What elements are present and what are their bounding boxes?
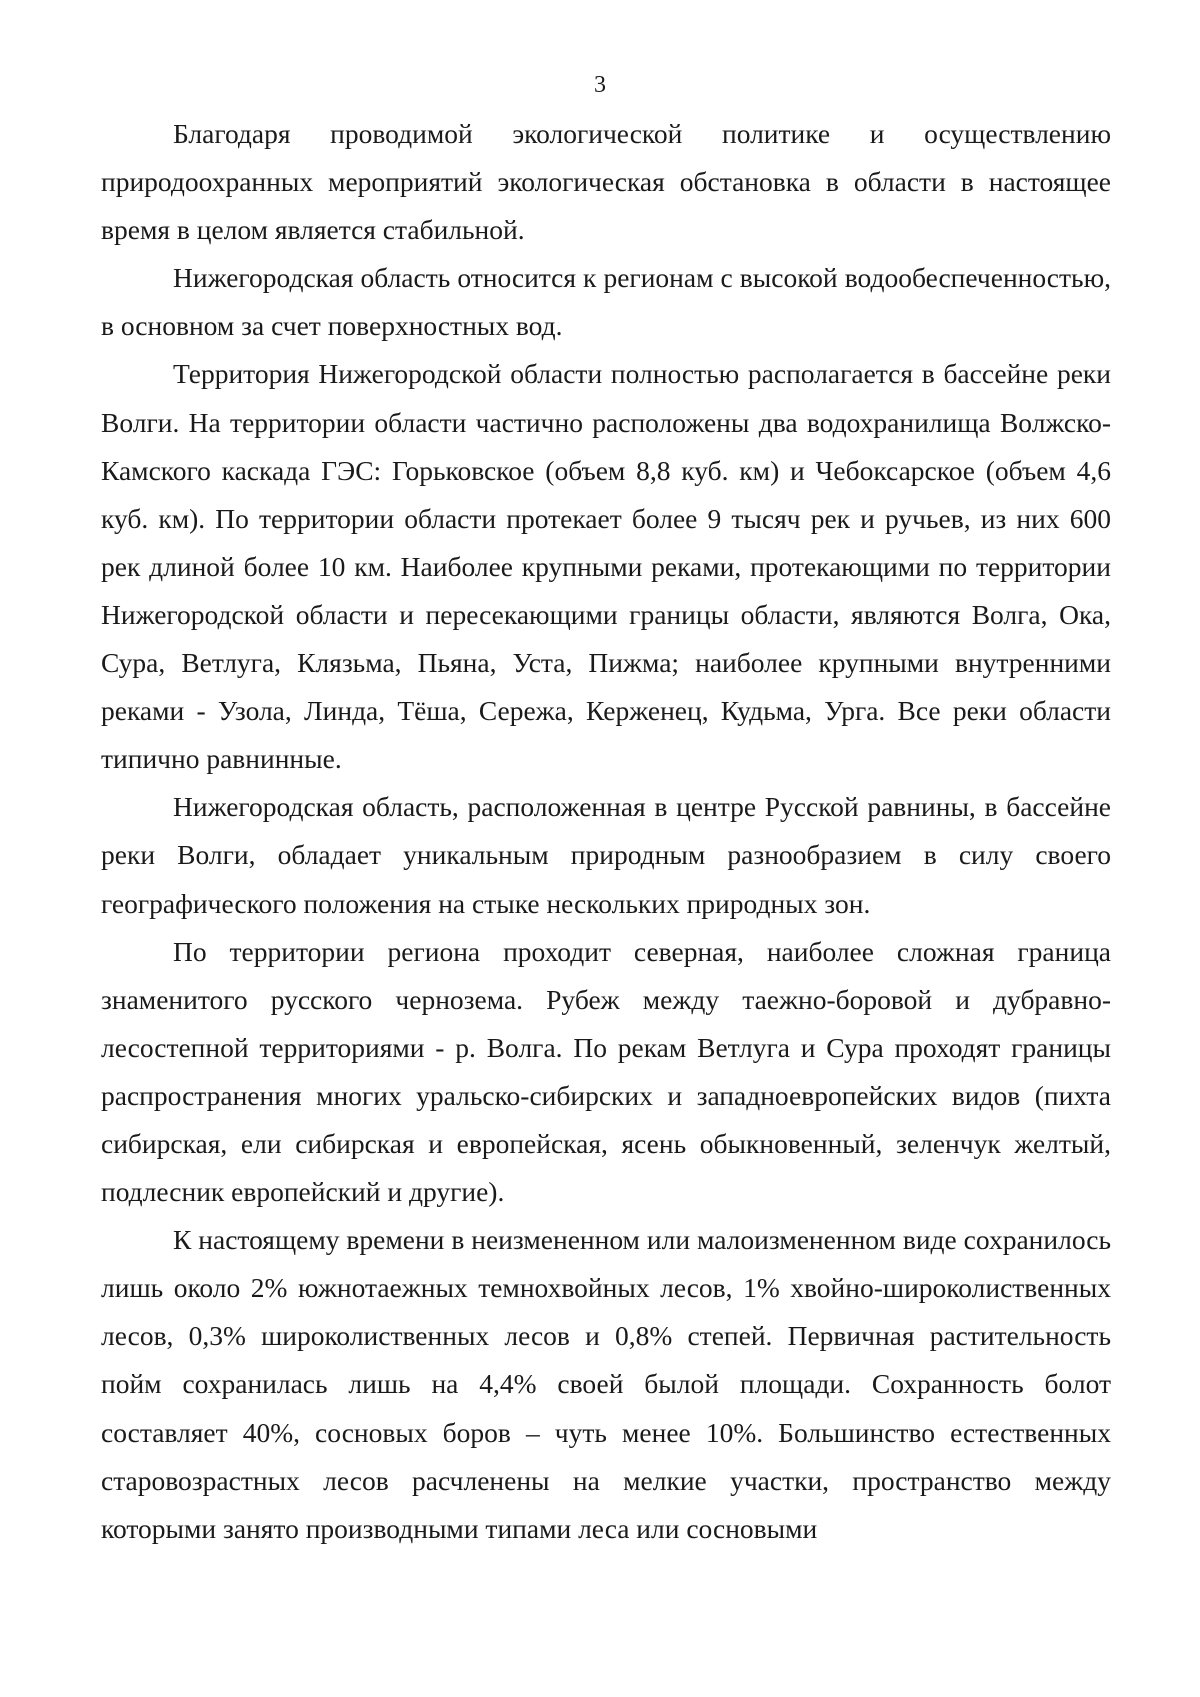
paragraph-3: Территория Нижегородской области полностью располагается в бассейне реки Волги. На территории области частично расположены два водохранилища Волжско-Камского каскада ГЭС: Горьковское (объем 8,8 куб. км) и Чебоксарское (объем 4,6 куб. км). По территории области протекает более 9 тысяч рек и ручьев, из них 600 рек длиной более 10 км. Наиболее крупными реками, протекающими по территории Нижегородской области и пересекающими границы области, являются Волга, Ока, Сура, Ветлуга, Клязьма, Пьяна, Уста, Пижма; наиболее крупными внутренними реками - Узола, Линда, Тёша, Сережа, Керженец, Кудьма, Урга. Все реки области типично равнинные. bbox=[101, 358, 1111, 775]
paragraph-1: Благодаря проводимой экологической политике и осуществлению природоохранных мероприятий экологическая обстановка в области в настоящее время в целом является стабильной. bbox=[101, 118, 1111, 246]
paragraph-6: К настоящему времени в неизмененном или малоизмененном виде сохранилось лишь около 2% южнотаежных темнохвойных лесов, 1% хвойно-широколиственных лесов, 0,3% широколиственных лесов и 0,8% степей. Первичная растительность пойм сохранилась лишь на 4,4% своей былой площади. Сохранность болот составляет 40%, сосновых боров – чуть менее 10%. Большинство естественных старовозрастных лесов расчленены на мелкие участки, пространство между которыми занято производными типами леса или сосновыми bbox=[101, 1224, 1111, 1544]
paragraph-2: Нижегородская область относится к регионам с высокой водообеспеченностью, в основном за счет поверхностных вод. bbox=[101, 262, 1111, 342]
page-number: 3 bbox=[594, 72, 606, 98]
body-text bbox=[101, 110, 1111, 1553]
paragraph-5: По территории региона проходит северная, наиболее сложная граница знаменитого русского чернозема. Рубеж между таежно-боровой и дубравно-лесостепной территориями - р. Волга. По рекам Ветлуга и Сура проходят границы распространения многих уральско-сибирских и западноевропейских видов (пихта сибирская, ели сибирская и европейская, ясень обыкновенный, зеленчук желтый, подлесник европейский и другие). bbox=[101, 935, 1111, 1208]
paragraph-4: Нижегородская область, расположенная в центре Русской равнины, в бассейне реки Волги, обладает уникальным природным разнообразием в силу своего географического положения на стыке нескольких природных зон. bbox=[101, 791, 1111, 919]
